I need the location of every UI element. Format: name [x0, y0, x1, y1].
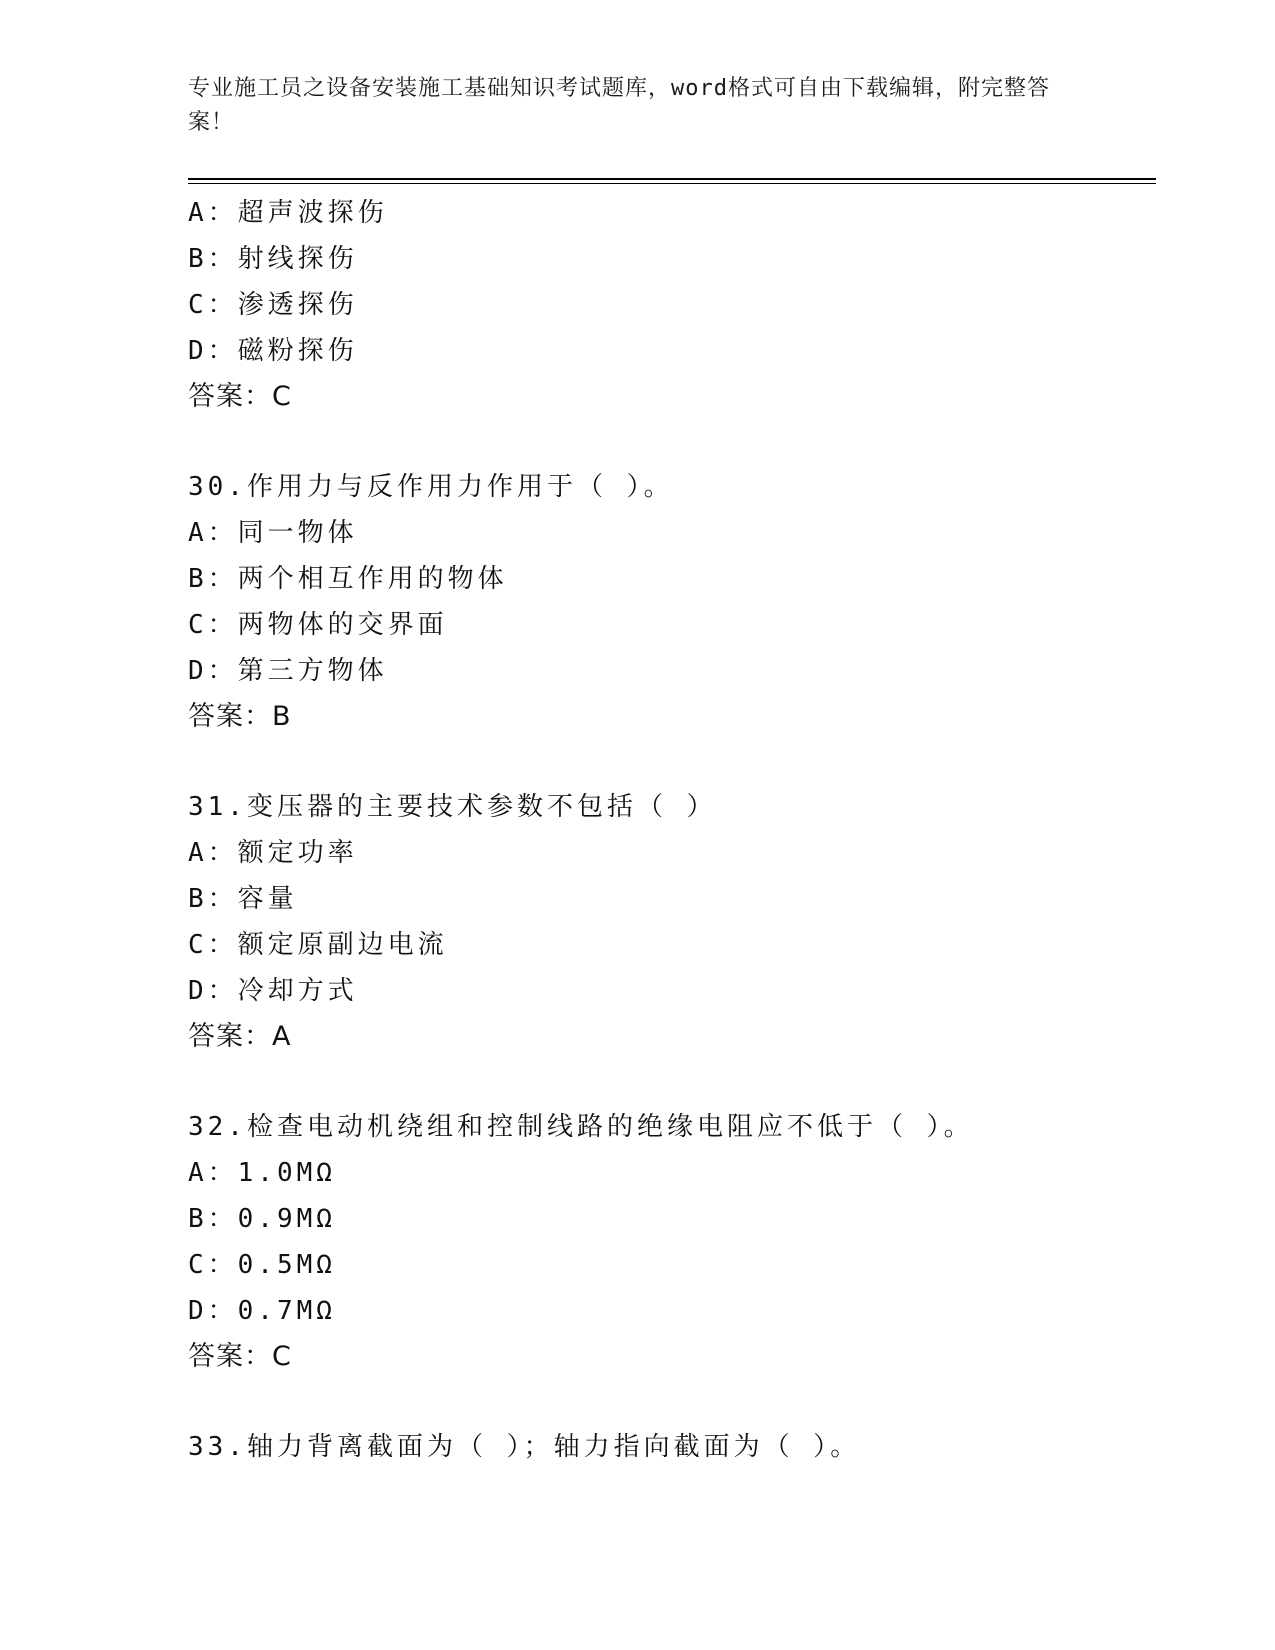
option-d: D：冷却方式 — [188, 976, 358, 1006]
answer-text: 答案：C — [188, 1341, 292, 1372]
option-b: B：0.9MΩ — [188, 1204, 336, 1234]
spacer — [188, 740, 1156, 784]
answer-text: 答案：C — [188, 381, 292, 412]
question-text: 31.变压器的主要技术参数不包括（ ） — [188, 792, 717, 822]
question-text: 32.检查电动机绕组和控制线路的绝缘电阻应不低于（ ）。 — [188, 1112, 974, 1142]
option-d: D：0.7MΩ — [188, 1296, 336, 1326]
answer-text: 答案：A — [188, 1021, 292, 1052]
question-block — [188, 784, 1156, 1060]
option-a: A：超声波探伤 — [188, 198, 388, 228]
option-c: C：0.5MΩ — [188, 1250, 336, 1280]
spacer — [188, 1380, 1156, 1424]
spacer — [188, 420, 1156, 464]
answer-text: 答案：B — [188, 701, 292, 732]
header-divider-thin — [188, 183, 1156, 184]
question-block — [188, 190, 1156, 420]
question-block — [188, 1104, 1156, 1380]
option-c: C：渗透探伤 — [188, 290, 358, 320]
option-d: D：磁粉探伤 — [188, 336, 358, 366]
document-header: 专业施工员之设备安装施工基础知识考试题库，word格式可自由下载编辑，附完整答案！ — [188, 76, 1050, 135]
question-text: 30.作用力与反作用力作用于（ ）。 — [188, 472, 674, 502]
option-c: C：额定原副边电流 — [188, 930, 448, 960]
header-divider-thick — [188, 178, 1156, 180]
question-text: 33.轴力背离截面为（ ）；轴力指向截面为（ ）。 — [188, 1432, 861, 1462]
question-list — [188, 190, 1156, 1470]
option-b: B：容量 — [188, 884, 298, 914]
question-block — [188, 464, 1156, 740]
option-d: D：第三方物体 — [188, 656, 388, 686]
spacer — [188, 1060, 1156, 1104]
option-c: C：两物体的交界面 — [188, 610, 448, 640]
option-a: A：1.0MΩ — [188, 1158, 336, 1188]
question-block — [188, 1424, 1156, 1470]
option-a: A：额定功率 — [188, 838, 358, 868]
option-a: A：同一物体 — [188, 518, 358, 548]
option-b: B：两个相互作用的物体 — [188, 564, 508, 594]
option-b: B：射线探伤 — [188, 244, 358, 274]
